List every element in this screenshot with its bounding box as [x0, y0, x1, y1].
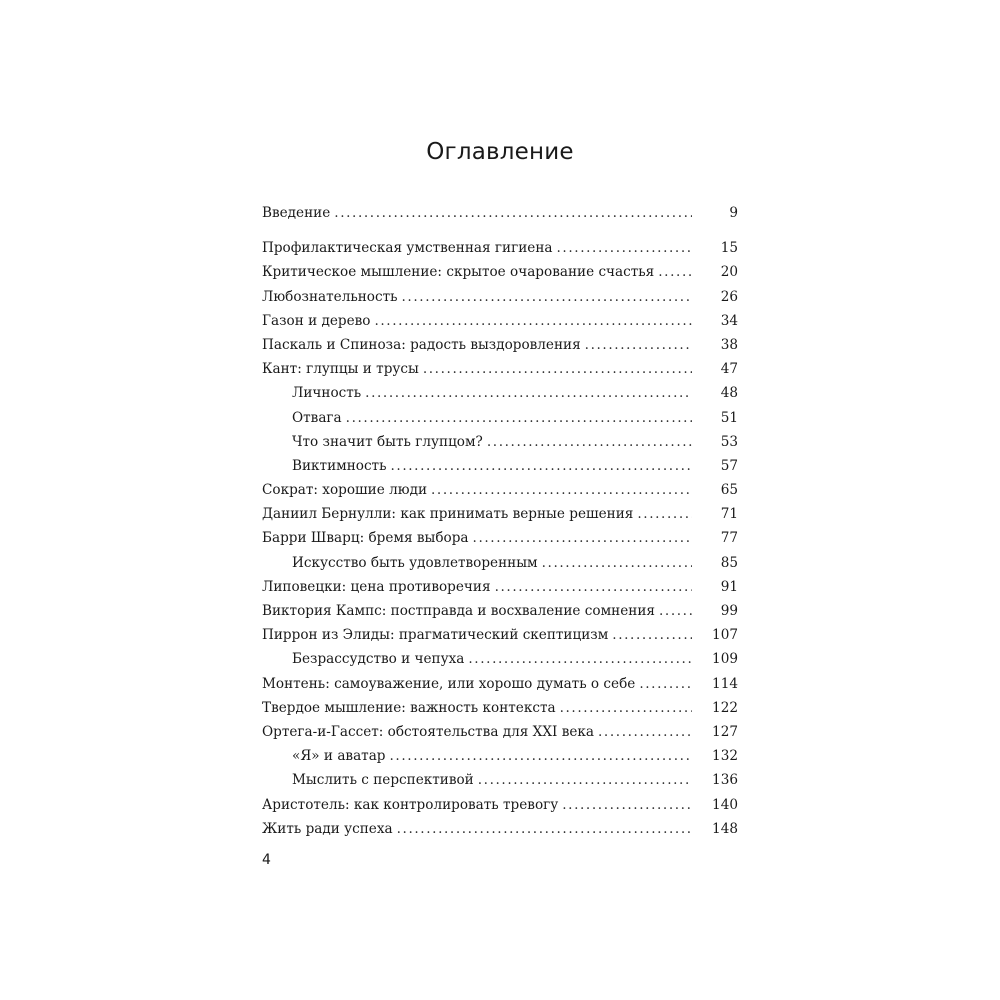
- dot-leader-dots: [431, 478, 692, 502]
- dot-leader-dots: [495, 575, 692, 599]
- toc-entry: [262, 478, 738, 502]
- toc-entry-title: Газон и дерево: [262, 312, 371, 329]
- dot-leader-dots: [390, 744, 692, 768]
- toc-entry-page: 136: [712, 772, 738, 789]
- dot-leader-dots: [659, 599, 692, 623]
- toc-entry-page: 109: [712, 651, 738, 668]
- toc-entry-page: 132: [712, 748, 738, 765]
- dot-leader-dots: [598, 720, 692, 744]
- toc-entry-title: Виктимность: [292, 457, 387, 474]
- dot-leader-dots: [468, 647, 692, 671]
- toc-entry-title: Паскаль и Спиноза: радость выздоровления: [262, 336, 581, 353]
- toc-entry-title: Липовецки: цена противоречия: [262, 578, 491, 595]
- toc-entry-title: Любознательность: [262, 288, 398, 305]
- dot-leader: [431, 478, 738, 502]
- dot-leader-dots: [374, 309, 692, 333]
- toc-entry-page: 48: [720, 385, 738, 402]
- toc-entry-page: 122: [712, 699, 738, 716]
- toc-entry-title: Аристотель: как контролировать тревогу: [262, 796, 559, 813]
- toc-entry-title: «Я» и аватар: [292, 748, 386, 765]
- toc-subentry: [262, 768, 738, 792]
- dot-leader: [390, 744, 738, 768]
- toc-subentry: [262, 551, 738, 575]
- dot-leader-dots: [397, 817, 692, 841]
- toc-entry-page: 148: [712, 820, 738, 837]
- dot-leader-dots: [334, 201, 692, 225]
- toc-entry-title: Личность: [292, 385, 362, 402]
- toc-entry-title: Профилактическая умственная гигиена: [262, 240, 553, 257]
- toc-entry-page: 9: [729, 205, 738, 221]
- toc-entry-page: 57: [720, 457, 738, 474]
- dot-leader-dots: [637, 502, 692, 526]
- dot-leader: [390, 454, 738, 478]
- toc-entry: [262, 309, 738, 333]
- dot-leader-dots: [639, 672, 692, 696]
- page-number: 4: [262, 852, 271, 868]
- toc-entry: [262, 236, 738, 260]
- toc-entry-title: Даниил Бернулли: как принимать верные решения: [262, 506, 634, 523]
- toc-entry-title: Барри Шварц: бремя выбора: [262, 530, 469, 547]
- toc-entry-page: 38: [720, 336, 738, 353]
- dot-leader-dots: [560, 696, 692, 720]
- toc-entry: [262, 502, 738, 526]
- dot-leader-dots: [612, 623, 692, 647]
- toc-entry: [262, 201, 738, 225]
- toc-entry-page: 53: [720, 433, 738, 450]
- toc-entry-page: 114: [712, 675, 738, 692]
- dot-leader-dots: [487, 430, 692, 454]
- dot-leader-dots: [478, 768, 692, 792]
- dot-leader-dots: [658, 260, 692, 284]
- toc-entry-title: Ортега-и-Гассет: обстоятельства для XXI века: [262, 723, 595, 740]
- dot-leader-dots: [365, 381, 692, 405]
- dot-leader: [346, 406, 738, 430]
- toc-entry: [262, 720, 738, 744]
- toc-entry-page: 99: [720, 603, 738, 619]
- toc-entry: [262, 696, 738, 720]
- toc-entry-title: Монтень: самоуважение, или хорошо думать о себе: [262, 675, 636, 692]
- dot-leader: [402, 285, 738, 309]
- page-title: Оглавление: [426, 139, 574, 166]
- toc-entry-page: 91: [720, 578, 738, 595]
- toc-entry-page: 51: [720, 409, 738, 426]
- toc-entry-page: 127: [712, 723, 738, 740]
- toc-subentry: [262, 744, 738, 768]
- dot-leader: [374, 309, 738, 333]
- toc-entry: [262, 817, 738, 841]
- toc-entry: [262, 575, 738, 599]
- dot-leader-dots: [402, 285, 692, 309]
- toc-entry-title: Введение: [262, 205, 331, 221]
- toc-entry: [262, 333, 738, 357]
- toc-subentry: [262, 647, 738, 671]
- toc-entry-title: Мыслить с перспективой: [292, 772, 474, 789]
- toc-entry-title: Безрассудство и чепуха: [292, 651, 465, 668]
- toc-entry-title: Пиррон из Элиды: прагматический скептицизм: [262, 627, 609, 644]
- toc-entry-title: Сократ: хорошие люди: [262, 482, 428, 499]
- toc-entry-title: Отвага: [292, 409, 342, 426]
- toc-entry-page: 77: [720, 530, 738, 547]
- toc-entry-title: Твердое мышление: важность контекста: [262, 699, 556, 716]
- toc-entry: [262, 260, 738, 284]
- toc-entry-title: Жить ради успеха: [262, 820, 393, 837]
- dot-leader-dots: [542, 551, 692, 575]
- toc-subentry: [262, 381, 738, 405]
- dot-leader-dots: [562, 793, 692, 817]
- toc-entry-page: 26: [720, 288, 738, 305]
- toc-entry: [262, 672, 738, 696]
- toc-entry-title: Критическое мышление: скрытое очарование счастья: [262, 264, 655, 281]
- toc-subentry: [262, 406, 738, 430]
- dot-leader: [397, 817, 738, 841]
- toc-entry: [262, 526, 738, 550]
- dot-leader-dots: [346, 406, 692, 430]
- toc-entry-page: 34: [720, 312, 738, 329]
- toc-entry-page: 47: [720, 361, 738, 378]
- toc-entry-page: 15: [720, 240, 738, 257]
- toc-entry-page: 107: [712, 627, 738, 644]
- dot-leader: [334, 201, 738, 225]
- dot-leader-dots: [585, 333, 692, 357]
- toc-entry-title: Искусство быть удовлетворенным: [292, 554, 538, 571]
- toc-entry: [262, 793, 738, 817]
- toc-entry-page: 71: [720, 506, 738, 523]
- dot-leader: [423, 357, 738, 381]
- toc-entry-page: 20: [720, 264, 738, 281]
- dot-leader-dots: [473, 526, 692, 550]
- table-of-contents: [262, 201, 738, 841]
- toc-entry-title: Кант: глупцы и трусы: [262, 361, 419, 378]
- toc-entry-page: 65: [720, 482, 738, 499]
- dot-leader-dots: [390, 454, 692, 478]
- toc-entry: [262, 623, 738, 647]
- toc-entry-title: Что значит быть глупцом?: [292, 433, 483, 450]
- toc-entry-page: 85: [720, 554, 738, 571]
- toc-entry: [262, 285, 738, 309]
- dot-leader: [365, 381, 738, 405]
- toc-entry-page: 140: [712, 796, 738, 813]
- toc-entry: [262, 357, 738, 381]
- dot-leader-dots: [557, 236, 692, 260]
- toc-entry: [262, 599, 738, 623]
- toc-entry-title: Виктория Кампс: постправда и восхваление сомнения: [262, 603, 655, 619]
- toc-subentry: [262, 454, 738, 478]
- dot-leader-dots: [423, 357, 692, 381]
- toc-subentry: [262, 430, 738, 454]
